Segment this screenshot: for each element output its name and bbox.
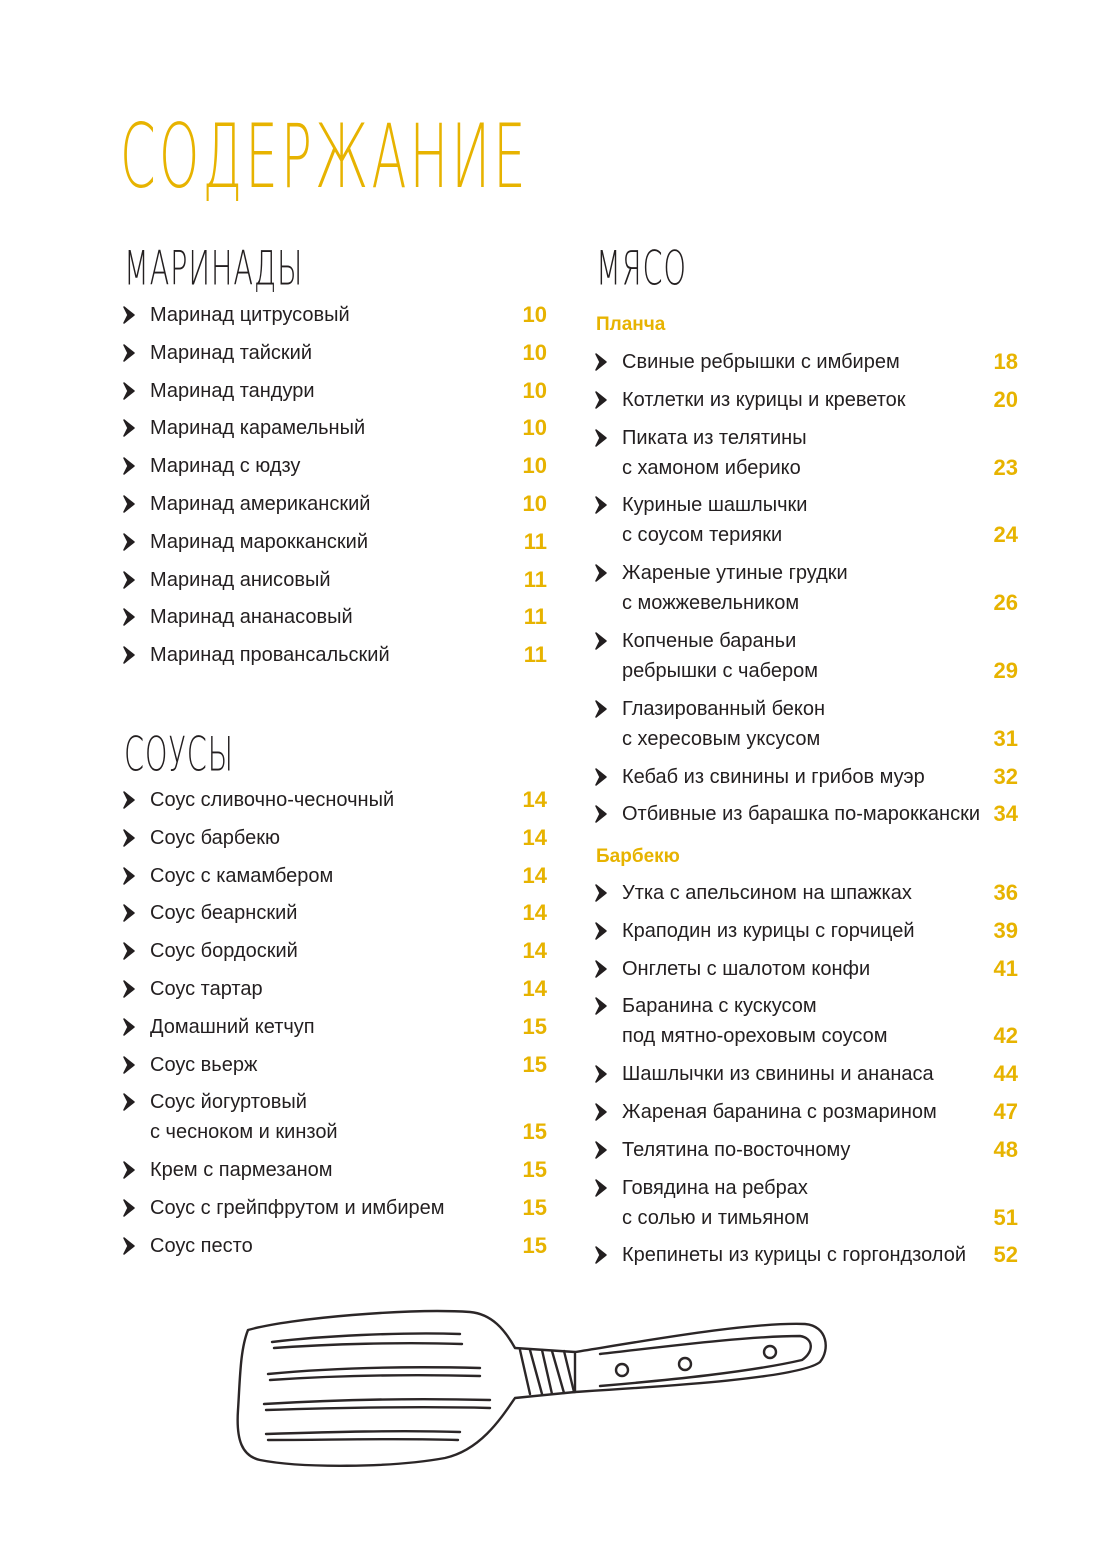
toc-page-number: 44 xyxy=(993,1061,1018,1087)
chevron-right-icon xyxy=(594,1140,608,1160)
toc-item-title xyxy=(622,1173,809,1233)
toc-item-title-line: ребрышки с чабером xyxy=(622,660,818,682)
chevron-right-icon xyxy=(122,1055,136,1075)
chevron-right-icon xyxy=(594,921,608,941)
toc-page-number: 10 xyxy=(522,302,547,327)
toc-item-title-line: Кебаб из свинины и грибов муэр xyxy=(622,765,925,788)
toc-item-title-line: Соус песто xyxy=(150,1234,253,1257)
toc-page-number: 10 xyxy=(522,415,547,441)
toc-item[interactable] xyxy=(594,1135,1018,1165)
toc-item-title xyxy=(150,1087,338,1147)
toc-item-title-line: Соус сливочно-чесночный xyxy=(150,789,395,811)
chevron-right-icon xyxy=(122,790,136,810)
page-title: СОДЕРЖАНИЕ xyxy=(120,106,529,210)
section-title-marinades: МАРИНАДЫ xyxy=(124,242,304,296)
chevron-right-icon xyxy=(594,883,608,903)
toc-item[interactable] xyxy=(594,490,1018,550)
toc-item[interactable] xyxy=(594,423,1018,483)
toc-item-title xyxy=(622,1059,934,1089)
toc-page-number: 32 xyxy=(993,763,1018,789)
toc-page-number: 14 xyxy=(522,938,547,964)
toc-page-number: 48 xyxy=(993,1136,1018,1162)
toc-item-title-line: Баранина с кускусом xyxy=(622,995,817,1018)
chevron-right-icon xyxy=(122,979,136,999)
toc-item-title-line: Маринад карамельный xyxy=(150,417,366,440)
chevron-right-icon xyxy=(122,941,136,961)
toc-item-title xyxy=(150,1193,445,1223)
toc-item[interactable] xyxy=(594,762,1018,792)
toc-item-title xyxy=(150,527,368,557)
toc-page-number: 29 xyxy=(993,658,1018,683)
toc-item-title-line: Соус вьерж xyxy=(150,1053,258,1076)
sauces-list xyxy=(122,785,547,1265)
toc-item[interactable] xyxy=(122,640,547,670)
toc-item[interactable] xyxy=(122,1155,547,1185)
toc-item[interactable] xyxy=(594,347,1018,377)
toc-page-number: 18 xyxy=(993,349,1018,374)
chevron-right-icon xyxy=(594,699,608,719)
toc-item[interactable] xyxy=(122,376,547,406)
chevron-right-icon xyxy=(594,1064,608,1084)
toc-item-title xyxy=(150,898,297,928)
marinades-list xyxy=(122,300,547,680)
chevron-right-icon xyxy=(594,563,608,583)
toc-item[interactable] xyxy=(122,974,547,1004)
toc-item[interactable] xyxy=(122,1193,547,1223)
toc-item-title xyxy=(622,1135,850,1165)
toc-item-title-line: Маринад тайский xyxy=(150,341,313,364)
chevron-right-icon xyxy=(122,343,136,363)
toc-item-title-line: Краподин из курицы с горчицей xyxy=(622,919,915,942)
toc-item[interactable] xyxy=(122,861,547,891)
toc-item[interactable] xyxy=(122,823,547,853)
toc-item-title-line: Соус йогуртовый xyxy=(150,1091,307,1114)
toc-item[interactable] xyxy=(594,1059,1018,1089)
subsection-title-plancha: Планча xyxy=(596,314,666,335)
toc-item-title xyxy=(622,1097,937,1127)
toc-item[interactable] xyxy=(594,558,1018,618)
toc-item-title xyxy=(150,413,365,443)
toc-item-title xyxy=(622,626,818,686)
toc-item-title xyxy=(622,1240,966,1270)
toc-page-number: 47 xyxy=(993,1099,1018,1124)
toc-item[interactable] xyxy=(594,991,1018,1051)
toc-item-title xyxy=(150,823,280,853)
chevron-right-icon xyxy=(122,1017,136,1037)
toc-page-number: 24 xyxy=(993,522,1018,548)
toc-item-title-line: Свиные ребрышки с имбирем xyxy=(622,351,900,373)
subsection-title-barbecue: Барбекю xyxy=(596,846,680,867)
toc-item-title-line: Копченые бараньи xyxy=(622,630,797,652)
toc-page-number: 14 xyxy=(522,824,547,850)
toc-item[interactable] xyxy=(122,785,547,815)
toc-item[interactable] xyxy=(594,1097,1018,1127)
toc-item-title xyxy=(622,385,906,415)
toc-item-title-line: Маринад ананасовый xyxy=(150,606,353,629)
chevron-right-icon xyxy=(122,866,136,886)
toc-item-title xyxy=(622,558,848,618)
toc-page-number: 39 xyxy=(993,917,1018,943)
toc-page-number: 11 xyxy=(523,566,547,592)
toc-item[interactable] xyxy=(122,451,547,481)
toc-item[interactable] xyxy=(122,1012,547,1042)
toc-page-number: 15 xyxy=(522,1232,547,1258)
toc-item-title-line: с солью и тимьяном xyxy=(622,1206,810,1229)
chevron-right-icon xyxy=(594,996,608,1016)
toc-item-title-line: Маринад цитрусовый xyxy=(150,304,350,326)
toc-item[interactable] xyxy=(122,1087,547,1147)
toc-item[interactable] xyxy=(122,413,547,443)
plancha-list xyxy=(594,347,1018,827)
toc-page-number: 52 xyxy=(993,1242,1018,1268)
toc-item-title xyxy=(150,565,331,595)
toc-item-title-line: Куриные шашлычки xyxy=(622,494,808,517)
toc-item-title xyxy=(622,347,900,377)
toc-item-title-line: с соусом терияки xyxy=(622,524,783,547)
toc-page-number: 36 xyxy=(993,880,1018,905)
toc-page-number: 15 xyxy=(522,1195,547,1220)
toc-item-title-line: Онглеты с шалотом конфи xyxy=(622,957,871,980)
chevron-right-icon xyxy=(122,1160,136,1180)
toc-item-title-line: Отбивные из барашка по-мароккански xyxy=(622,803,981,826)
toc-item-title-line: Соус барбекю xyxy=(150,826,281,849)
toc-item-title-line: Соус бордоский xyxy=(150,940,298,963)
toc-item-title xyxy=(150,1012,315,1042)
chevron-right-icon xyxy=(594,352,608,372)
toc-page-number: 26 xyxy=(993,590,1018,616)
toc-item-title xyxy=(150,376,315,406)
toc-item-title-line: с хамоном иберико xyxy=(622,456,801,479)
toc-item-title-line: Глазированный бекон xyxy=(622,697,826,720)
toc-item-title-line: Маринад с юдзу xyxy=(150,455,301,478)
toc-item-title xyxy=(622,490,807,550)
toc-item-title xyxy=(150,640,390,670)
toc-item-title xyxy=(622,799,980,829)
toc-item-title xyxy=(150,861,333,891)
chevron-right-icon xyxy=(122,1236,136,1256)
toc-item-title-line: Домашний кетчуп xyxy=(150,1015,315,1038)
section-title-sauces: СОУСЫ xyxy=(124,728,234,782)
toc-item[interactable] xyxy=(122,1050,547,1080)
toc-item[interactable] xyxy=(122,602,547,632)
chevron-right-icon xyxy=(122,645,136,665)
toc-item[interactable] xyxy=(594,1173,1018,1233)
toc-item[interactable] xyxy=(122,565,547,595)
toc-page-number: 10 xyxy=(522,377,547,403)
chevron-right-icon xyxy=(594,631,608,651)
toc-page-number: 10 xyxy=(522,453,547,479)
chevron-right-icon xyxy=(594,1102,608,1122)
toc-item[interactable] xyxy=(122,489,547,519)
toc-item-title xyxy=(150,974,263,1004)
toc-item-title xyxy=(622,423,807,483)
toc-item-title-line: Соус беарнский xyxy=(150,902,298,925)
toc-item[interactable] xyxy=(122,338,547,368)
toc-page-number: 14 xyxy=(522,787,547,812)
toc-item[interactable] xyxy=(122,300,547,330)
toc-item[interactable] xyxy=(122,527,547,557)
chevron-right-icon xyxy=(122,607,136,627)
toc-page-number: 31 xyxy=(993,725,1018,751)
toc-item[interactable] xyxy=(594,799,1018,829)
toc-item-title-line: Соус с грейпфрутом и имбирем xyxy=(150,1197,445,1219)
toc-page-number: 14 xyxy=(522,900,547,926)
toc-item-title-line: с чесноком и кинзой xyxy=(150,1121,338,1144)
chevron-right-icon xyxy=(594,1245,608,1265)
toc-item-title xyxy=(150,602,353,632)
toc-item-title-line: Соус тартар xyxy=(150,978,263,1000)
toc-item[interactable] xyxy=(594,1240,1018,1270)
toc-item-title xyxy=(150,1050,257,1080)
spatula-illustration xyxy=(230,1300,830,1480)
toc-item-title xyxy=(622,954,870,984)
toc-item[interactable] xyxy=(594,694,1018,754)
toc-page-number: 14 xyxy=(522,976,547,1001)
toc-item-title xyxy=(622,878,912,908)
toc-item-title xyxy=(150,785,394,815)
toc-item-title xyxy=(150,451,300,481)
toc-page-number: 15 xyxy=(522,1013,547,1039)
toc-item-title-line: Утка с апельсином на шпажках xyxy=(622,882,912,904)
chevron-right-icon xyxy=(122,494,136,514)
toc-item-title xyxy=(150,1155,332,1185)
toc-item[interactable] xyxy=(594,878,1018,908)
chevron-right-icon xyxy=(122,418,136,438)
toc-item-title-line: Телятина по-восточному xyxy=(622,1138,851,1161)
chevron-right-icon xyxy=(122,570,136,590)
chevron-right-icon xyxy=(594,1178,608,1198)
toc-page-number: 15 xyxy=(522,1119,547,1145)
toc-item-title-line: с можжевельником xyxy=(622,592,800,615)
toc-item[interactable] xyxy=(122,898,547,928)
section-title-meat: МЯСО xyxy=(596,242,687,296)
chevron-right-icon xyxy=(122,456,136,476)
chevron-right-icon xyxy=(122,828,136,848)
toc-page-number: 11 xyxy=(523,604,547,630)
toc-item[interactable] xyxy=(122,936,547,966)
toc-item-title-line: Жареная баранина с розмарином xyxy=(622,1101,937,1123)
toc-item[interactable] xyxy=(594,626,1018,686)
toc-item-title xyxy=(150,338,312,368)
toc-item-title-line: Маринад провансальский xyxy=(150,644,390,667)
toc-item-title-line: Маринад анисовый xyxy=(150,568,331,591)
toc-item-title-line: Соус с камамбером xyxy=(150,864,334,887)
chevron-right-icon xyxy=(594,428,608,448)
chevron-right-icon xyxy=(594,767,608,787)
toc-page-number: 11 xyxy=(523,528,547,554)
toc-item-title-line: Говядина на ребрах xyxy=(622,1176,808,1199)
toc-page-number: 15 xyxy=(522,1051,547,1077)
chevron-right-icon xyxy=(122,903,136,923)
chevron-right-icon xyxy=(122,305,136,325)
toc-page-number: 23 xyxy=(993,454,1018,480)
chevron-right-icon xyxy=(122,381,136,401)
chevron-right-icon xyxy=(594,390,608,410)
toc-item-title xyxy=(622,762,925,792)
toc-item-title-line: Маринад американский xyxy=(150,493,371,515)
barbecue-list xyxy=(594,878,1018,1278)
chevron-right-icon xyxy=(122,532,136,552)
chevron-right-icon xyxy=(122,1198,136,1218)
toc-item-title-line: Маринад марокканский xyxy=(150,530,369,553)
toc-page-number: 15 xyxy=(522,1157,547,1183)
toc-item-title-line: Котлетки из курицы и креветок xyxy=(622,388,906,411)
toc-item-title-line: Крем с пармезаном xyxy=(150,1159,333,1182)
toc-page-number: 10 xyxy=(522,491,547,516)
chevron-right-icon xyxy=(594,804,608,824)
toc-page-number: 42 xyxy=(993,1023,1018,1049)
toc-item-title xyxy=(622,991,887,1051)
toc-page-number: 11 xyxy=(523,642,547,668)
toc-page-number: 10 xyxy=(522,339,547,365)
chevron-right-icon xyxy=(594,959,608,979)
toc-item[interactable] xyxy=(594,954,1018,984)
toc-item-title-line: Жареные утиные грудки xyxy=(622,562,848,585)
toc-page-number: 51 xyxy=(993,1204,1018,1230)
toc-item-title-line: под мятно-ореховым соусом xyxy=(622,1025,888,1048)
toc-item[interactable] xyxy=(594,385,1018,415)
chevron-right-icon xyxy=(594,495,608,515)
toc-page-number: 34 xyxy=(993,801,1018,827)
toc-item-title xyxy=(622,694,825,754)
toc-item-title xyxy=(150,1231,253,1261)
toc-page-number: 20 xyxy=(993,386,1018,412)
toc-item[interactable] xyxy=(122,1231,547,1261)
toc-item-title-line: Пиката из телятины xyxy=(622,426,807,449)
toc-item-title-line: Крепинеты из курицы с горгондзолой xyxy=(622,1244,966,1267)
toc-item[interactable] xyxy=(594,916,1018,946)
toc-page-number: 41 xyxy=(993,955,1018,981)
toc-item-title-line: Маринад тандури xyxy=(150,379,315,402)
toc-item-title xyxy=(150,936,298,966)
toc-page-number: 14 xyxy=(522,862,547,888)
toc-item-title xyxy=(622,916,915,946)
chevron-right-icon xyxy=(122,1092,136,1112)
toc-item-title-line: с хересовым уксусом xyxy=(622,727,821,750)
toc-item-title xyxy=(150,489,370,519)
toc-item-title-line: Шашлычки из свинины и ананаса xyxy=(622,1063,934,1086)
toc-item-title xyxy=(150,300,350,330)
